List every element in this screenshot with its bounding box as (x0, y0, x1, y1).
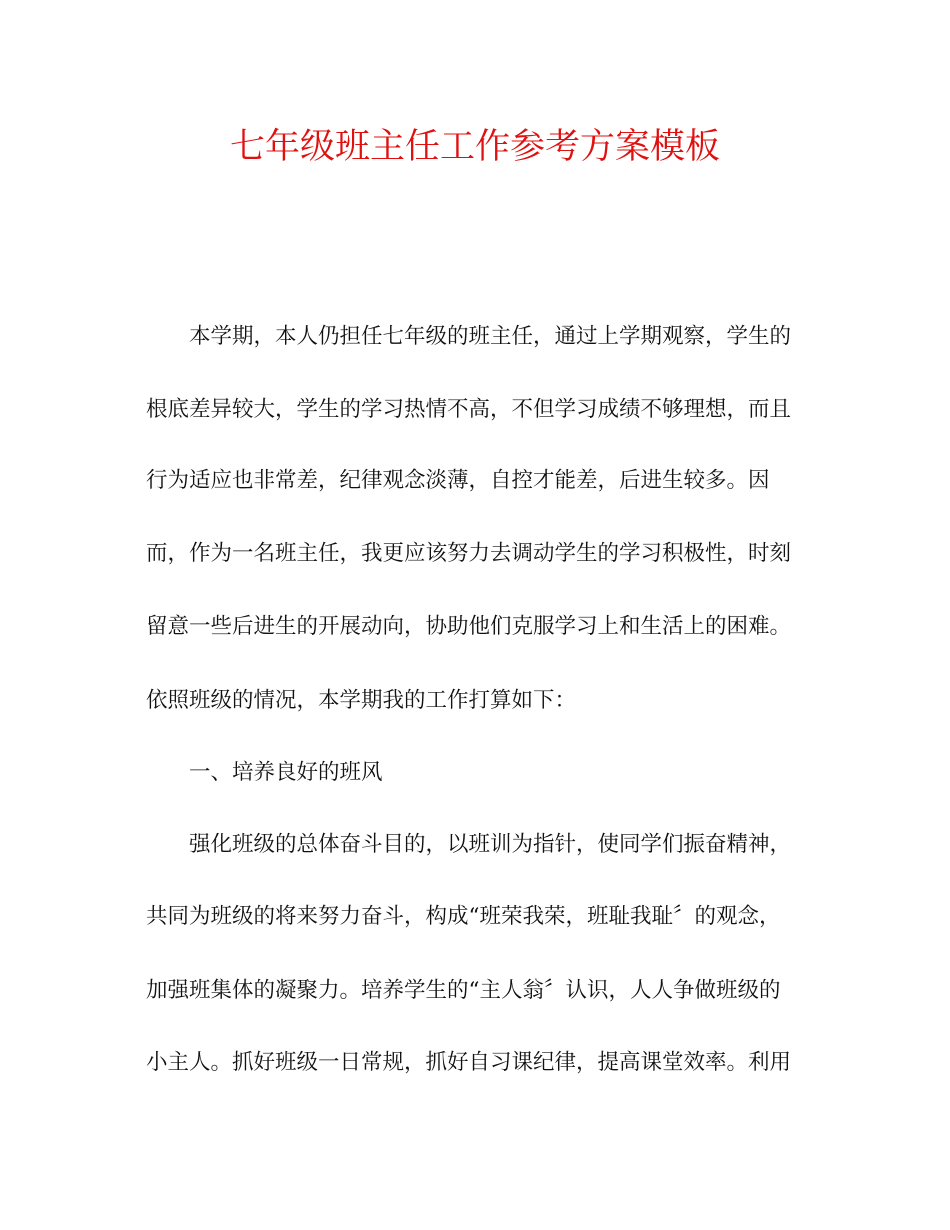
body-line-4: 而，作为一名班主任，我更应该努力去调动学生的学习积极性，时刻 (146, 541, 792, 566)
body-line-3: 行为适应也非常差，纪律观念淡薄，自控才能差，后进生较多。因 (146, 468, 770, 493)
body-line-2: 根底差异较大，学生的学习热情不高，不但学习成绩不够理想，而且 (146, 397, 792, 422)
body-line-1: 本学期，本人仍担任七年级的班主任，通过上学期观察，学生的 (146, 324, 792, 349)
document-title: 七年级班主任工作参考方案模板 (229, 127, 720, 167)
body-line-6: 依照班级的情况，本学期我的工作打算如下： (146, 688, 577, 713)
body-line-10: 小主人。抓好班级一日常规，抓好自习课纪律，提高课堂效率。利用 (146, 1050, 792, 1075)
body-line-8: 共同为班级的将来努力奋斗，构成“班荣我荣，班耻我耻〞的观念， (146, 904, 781, 929)
body-line-5: 留意一些后进生的开展动向，协助他们克服学习上和生活上的困难。 (146, 614, 792, 639)
body-line-9: 加强班集体的凝聚力。培养学生的“主人翁〞认识，人人争做班级的 (146, 978, 781, 1003)
section-heading-1: 一、培养良好的班风 (146, 760, 383, 785)
body-line-7: 强化班级的总体奋斗目的，以班训为指针，使同学们振奋精神， (146, 832, 792, 857)
